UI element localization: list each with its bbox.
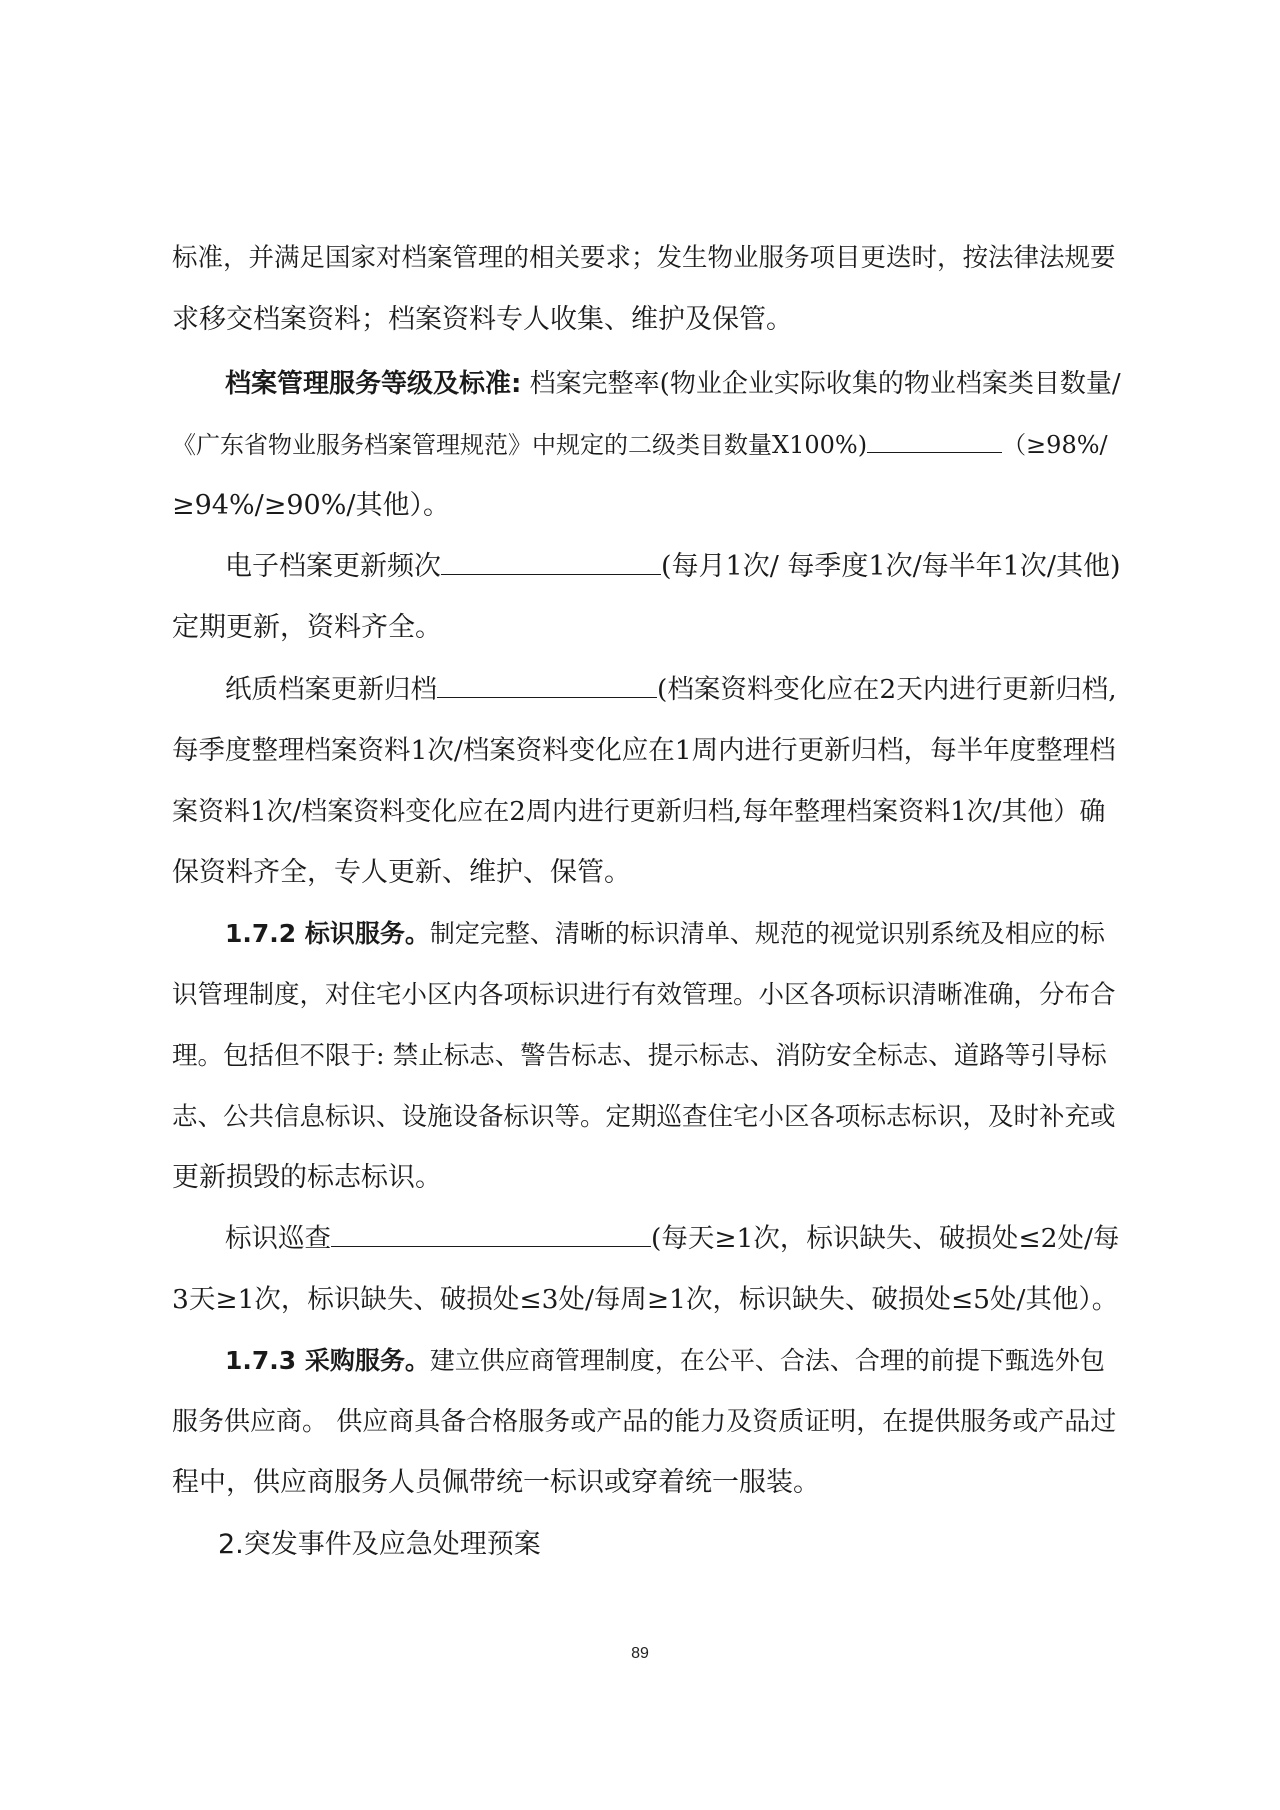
page-number: 89 bbox=[631, 1645, 649, 1662]
body-text-line: 更新损毁的标志标识。 bbox=[172, 1162, 442, 1193]
section-title: 1.7.2 标识服务。 bbox=[225, 919, 430, 948]
body-text-line: 保资料齐全，专人更新、维护、保管。 bbox=[172, 857, 631, 888]
body-text-line: 识管理制度，对住宅小区内各项标识进行有效管理。小区各项标识清晰准确，分布合 bbox=[172, 980, 1116, 1010]
text-span: (每月1次/ 每季度1次/每半年1次/其他) bbox=[661, 551, 1121, 582]
body-text-line: 志、公共信息标识、设施设备标识等。定期巡查住宅小区各项标志标识，及时补充或 bbox=[172, 1102, 1116, 1132]
fill-in-blank bbox=[331, 1220, 651, 1247]
fill-in-blank bbox=[441, 548, 661, 575]
body-text-line: 案资料1次/档案资料变化应在2周内进行更新归档,每年整理档案资料1次/其他）确 bbox=[172, 797, 1106, 827]
text-span: 《广东省物业服务档案管理规范》中规定的二级类目数量X100%) bbox=[172, 431, 868, 459]
section-title: 1.7.3 采购服务。 bbox=[225, 1346, 430, 1375]
text-span: （≥98%/ bbox=[1002, 431, 1108, 459]
fill-in-blank bbox=[867, 426, 1002, 453]
body-text-line: 服务供应商。 供应商具备合格服务或产品的能力及资质证明，在提供服务或产品过 bbox=[172, 1407, 1117, 1437]
body-text-line bbox=[225, 364, 1121, 404]
text-span: 建立供应商管理制度，在公平、合法、合理的前提下甄选外包 bbox=[429, 1346, 1105, 1375]
body-text-line bbox=[225, 670, 1117, 710]
text-span: 标识巡查 bbox=[225, 1223, 331, 1254]
body-text-line: 标准，并满足国家对档案管理的相关要求；发生物业服务项目更迭时，按法律法规要 bbox=[172, 243, 1116, 273]
body-text-line: 理。包括但不限于: 禁止标志、警告标志、提示标志、消防安全标志、道路等引导标 bbox=[172, 1041, 1107, 1071]
text-span: 档案完整率(物业企业实际收集的物业档案类目数量/ bbox=[521, 369, 1121, 399]
body-text-line bbox=[225, 547, 1120, 587]
body-text-line bbox=[225, 1341, 1105, 1381]
section-heading: 2.突发事件及应急处理预案 bbox=[218, 1529, 541, 1560]
body-text-line bbox=[225, 1219, 1119, 1259]
body-text-line bbox=[172, 425, 1108, 465]
text-span: (档案资料变化应在2天内进行更新归档, bbox=[657, 674, 1117, 705]
text-span: (每天≥1次，标识缺失、破损处≤2处/每 bbox=[651, 1223, 1120, 1254]
text-span: 电子档案更新频次 bbox=[225, 551, 441, 582]
body-text-line: 3天≥1次，标识缺失、破损处≤3处/每周≥1次，标识缺失、破损处≤5处/其他）。 bbox=[172, 1284, 1119, 1315]
text-span: 纸质档案更新归档 bbox=[225, 674, 437, 705]
body-text-line: ≥94%/≥90%/其他）。 bbox=[172, 490, 450, 521]
bold-label: 档案管理服务等级及标准: bbox=[225, 369, 522, 399]
text-span: 制定完整、清晰的标识清单、规范的视觉识别系统及相应的标 bbox=[429, 919, 1105, 948]
body-text-line: 求移交档案资料；档案资料专人收集、维护及保管。 bbox=[172, 304, 793, 335]
body-text-line bbox=[225, 914, 1105, 954]
fill-in-blank bbox=[437, 671, 657, 698]
body-text-line: 每季度整理档案资料1次/档案资料变化应在1周内进行更新归档，每半年度整理档 bbox=[172, 735, 1116, 766]
body-text-line: 程中，供应商服务人员佩带统一标识或穿着统一服装。 bbox=[172, 1467, 820, 1498]
body-text-line: 定期更新，资料齐全。 bbox=[172, 612, 442, 643]
